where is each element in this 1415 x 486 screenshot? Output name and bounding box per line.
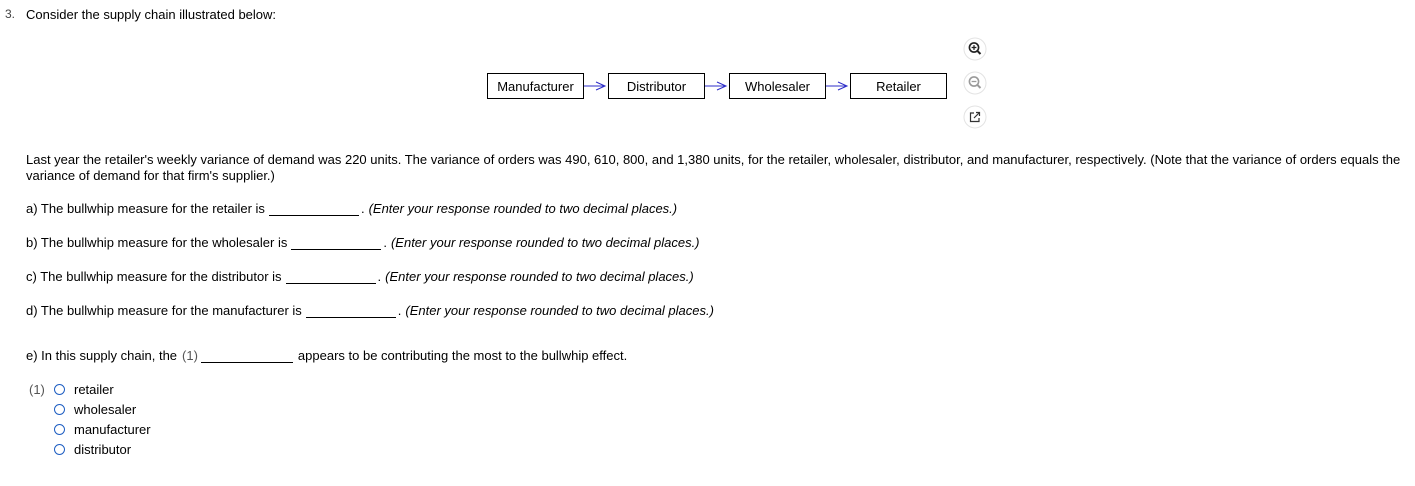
popout-icon bbox=[963, 105, 987, 129]
part-d-hint: (Enter your response rounded to two decimal places.) bbox=[405, 303, 714, 318]
option-wholesaler[interactable] bbox=[54, 402, 136, 417]
part-e bbox=[26, 345, 627, 363]
radio-button[interactable] bbox=[54, 444, 65, 455]
arrow-icon bbox=[826, 73, 850, 99]
part-b bbox=[26, 232, 700, 250]
part-a-hint: (Enter your response rounded to two decimal places.) bbox=[368, 201, 678, 216]
radio-button[interactable] bbox=[54, 424, 65, 435]
part-a-answer-input[interactable] bbox=[269, 199, 359, 216]
box-wholesaler: Wholesaler bbox=[729, 73, 826, 99]
part-e-prompt: e) In this supply chain, the bbox=[26, 348, 178, 363]
part-b-answer-input[interactable] bbox=[291, 233, 381, 250]
zoom-in-icon bbox=[963, 37, 987, 61]
part-c bbox=[26, 266, 694, 284]
popout-button[interactable] bbox=[963, 105, 987, 129]
box-distributor: Distributor bbox=[608, 73, 705, 99]
supply-chain-diagram bbox=[487, 73, 947, 101]
part-c-hint: (Enter your response rounded to two decimal places.) bbox=[385, 269, 694, 284]
option-label: wholesaler bbox=[74, 402, 137, 417]
part-a bbox=[26, 198, 677, 216]
period: . bbox=[360, 201, 365, 216]
radio-button[interactable] bbox=[54, 384, 65, 395]
problem-paragraph: Last year the retailer's weekly variance of demand was 220 units. The variance of orders was 490, 610, 800, and 1,380 units, for the retailer, wholesaler, distributor, and manufacturer, respectively. (Note that the variance of orders equals the variance of demand for that firm's supplier.) bbox=[26, 152, 1401, 183]
radio-button[interactable] bbox=[54, 404, 65, 415]
box-retailer: Retailer bbox=[850, 73, 947, 99]
part-d-answer-input[interactable] bbox=[306, 301, 396, 318]
period: . bbox=[397, 303, 402, 318]
option-label: distributor bbox=[74, 442, 132, 457]
options-label: (1) bbox=[29, 382, 45, 397]
box-manufacturer: Manufacturer bbox=[487, 73, 584, 99]
question-number: 3. bbox=[5, 7, 16, 21]
zoom-in-button[interactable] bbox=[963, 37, 987, 61]
option-retailer[interactable] bbox=[54, 382, 114, 397]
question-title: Consider the supply chain illustrated below: bbox=[26, 7, 277, 22]
part-c-prompt: c) The bullwhip measure for the distributor is bbox=[26, 269, 282, 284]
period: . bbox=[377, 269, 382, 284]
answer-dropdown[interactable] bbox=[201, 351, 293, 363]
part-c-answer-input[interactable] bbox=[286, 267, 376, 284]
period: . bbox=[383, 235, 387, 250]
option-distributor[interactable] bbox=[54, 442, 131, 457]
part-d bbox=[26, 300, 714, 318]
arrow-icon bbox=[584, 73, 608, 99]
part-b-prompt: b) The bullwhip measure for the wholesaler is bbox=[26, 235, 288, 250]
dropdown-label: (1) bbox=[182, 348, 198, 363]
part-b-hint: (Enter your response rounded to two decimal places.) bbox=[390, 235, 700, 250]
zoom-out-icon bbox=[963, 71, 987, 95]
option-label: retailer bbox=[74, 382, 114, 397]
part-a-prompt: a) The bullwhip measure for the retailer is bbox=[26, 201, 265, 216]
arrow-icon bbox=[705, 73, 729, 99]
part-d-prompt: d) The bullwhip measure for the manufacturer is bbox=[26, 303, 302, 318]
option-label: manufacturer bbox=[74, 422, 151, 437]
zoom-out-button[interactable] bbox=[963, 71, 987, 95]
option-manufacturer[interactable] bbox=[54, 422, 151, 437]
part-e-suffix: appears to be contributing the most to the bullwhip effect. bbox=[297, 348, 628, 363]
